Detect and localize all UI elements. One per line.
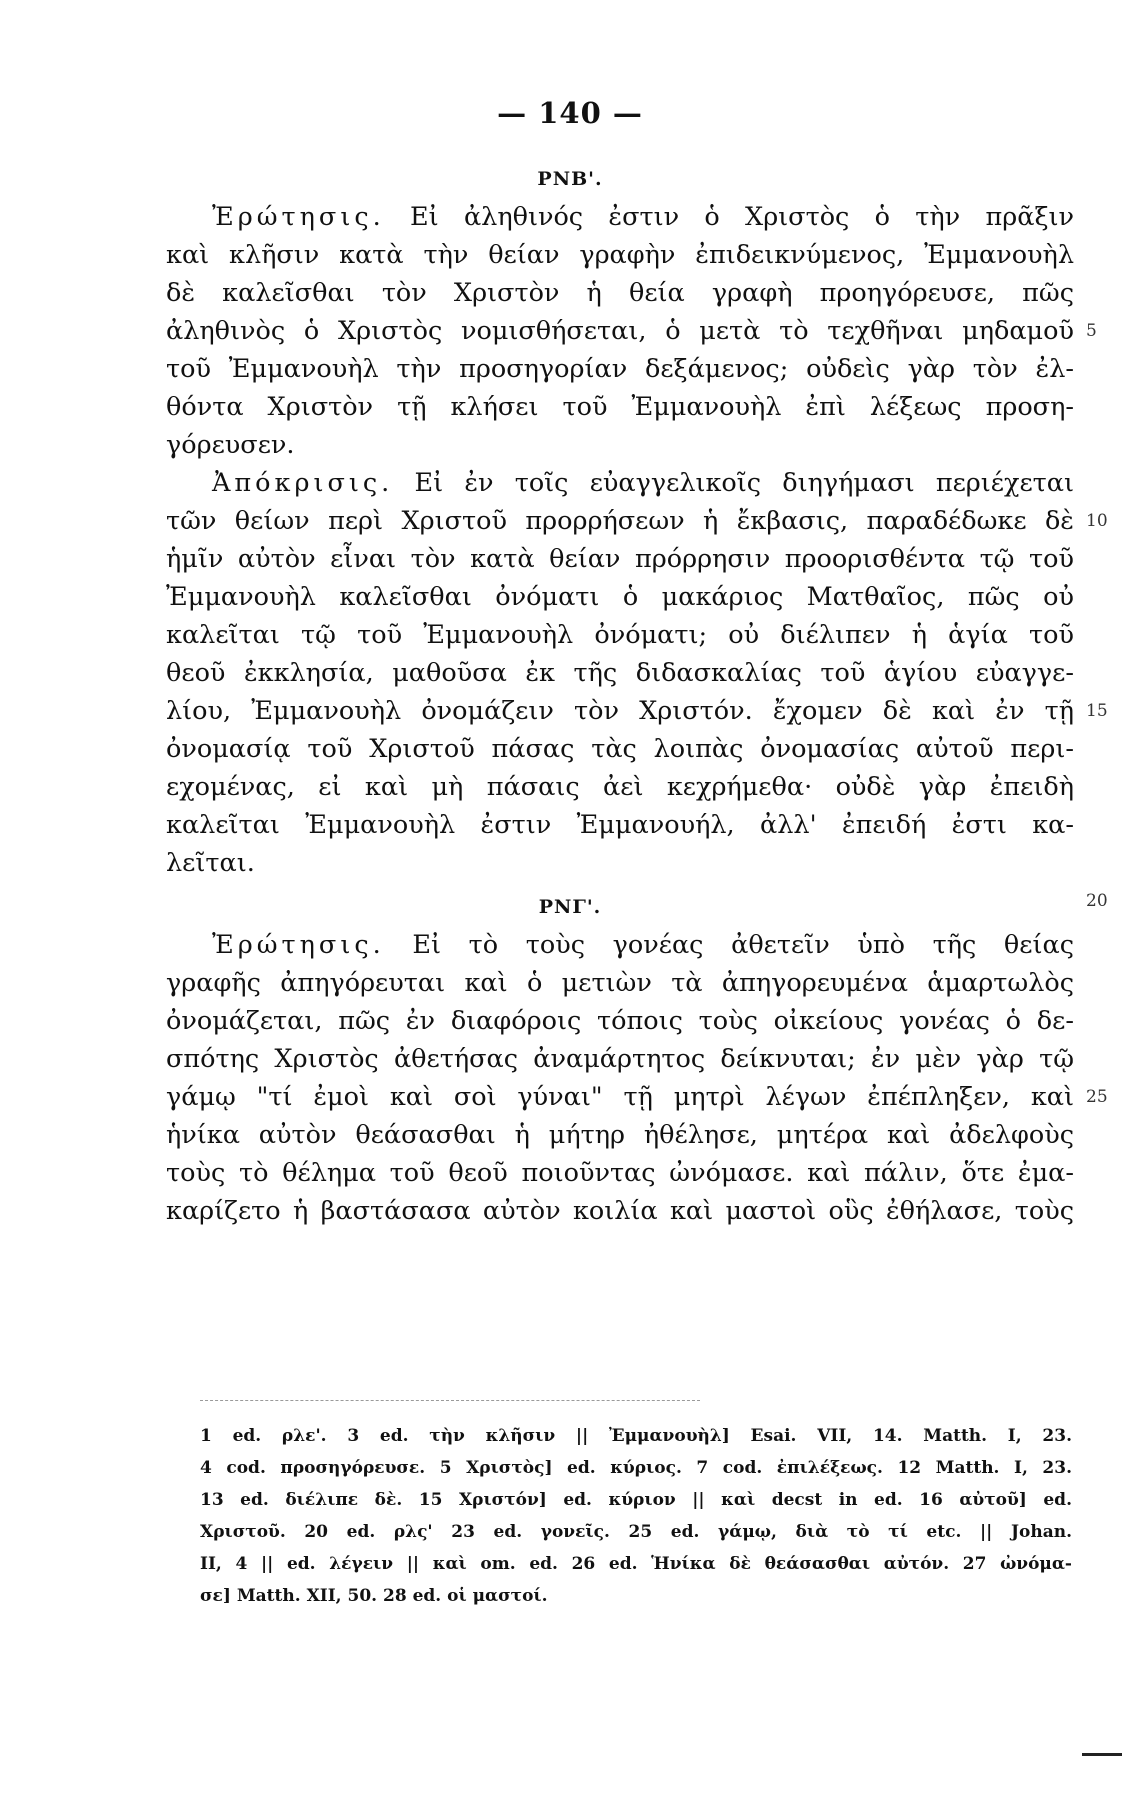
- text-line: γάμῳ "τί ἐμοὶ καὶ σοὶ γύναι" τῇ μητρὶ λέγων ἐπέπληξεν, καὶ: [166, 1082, 1074, 1112]
- paragraph-label: Ἀπόκρισις.: [212, 468, 394, 498]
- line-number: 15: [1086, 701, 1108, 721]
- text-line: Ἐμμανουὴλ καλεῖσθαι ὀνόματι ὁ μακάριος Ματθαῖος, πῶς οὐ: [166, 582, 1074, 612]
- text-line: ἀληθινὸς ὁ Χριστὸς νομισθήσεται, ὁ μετὰ τὸ τεχθῆναι μηδαμοῦ: [166, 316, 1074, 346]
- text-line: γόρευσεν.: [166, 430, 295, 460]
- text-line: τοῦ Ἐμμανουὴλ τὴν προσηγορίαν δεξάμενος; οὐδεὶς γὰρ τὸν ἐλ-: [166, 354, 1074, 384]
- line-number: 10: [1086, 511, 1108, 531]
- line-number: 25: [1086, 1087, 1108, 1107]
- footnote-line: 1 ed. ρλε'. 3 ed. τὴν κλῆσιν || Ἐμμανουὴλ] Esai. VII, 14. Matth. I, 23.: [200, 1426, 1072, 1446]
- text-run: Εἰ τὸ τοὺς γονέας ἀθετεῖν ὑπὸ τῆς θείας: [384, 930, 1074, 960]
- text-line: δὲ καλεῖσθαι τὸν Χριστὸν ἡ θεία γραφὴ προηγόρευσε, πῶς: [166, 278, 1074, 308]
- paragraph-label: Ἐρώτησις.: [212, 930, 385, 960]
- text-line: καὶ κλῆσιν κατὰ τὴν θείαν γραφὴν ἐπιδεικνύμενος, Ἐμμανουὴλ: [166, 240, 1074, 270]
- text-line: καλεῖται Ἐμμανουὴλ ἐστιν Ἐμμανουήλ, ἀλλ' ἐπειδή ἐστι κα-: [166, 810, 1074, 840]
- line-number: 5: [1086, 321, 1097, 341]
- text-line: καλεῖται τῷ τοῦ Ἐμμανουὴλ ὀνόματι; οὐ διέλιπεν ἡ ἁγία τοῦ: [166, 620, 1074, 650]
- text-line: [166, 466, 1074, 500]
- text-line: εχομένας, εἰ καὶ μὴ πάσαις ἀεὶ κεχρήμεθα· οὐδὲ γὰρ ἐπειδὴ: [166, 772, 1074, 802]
- text-line: ἡμῖν αὐτὸν εἶναι τὸν κατὰ θείαν πρόρρησιν προορισθέντα τῷ τοῦ: [166, 544, 1074, 574]
- text-line: θεοῦ ἐκκλησία, μαθοῦσα ἐκ τῆς διδασκαλίας τοῦ ἁγίου εὐαγγε-: [166, 658, 1074, 688]
- text-line: σπότης Χριστὸς ἀθετήσας ἀναμάρτητος δείκνυται; ἐν μὲν γὰρ τῷ: [166, 1044, 1074, 1074]
- text-line: τῶν θείων περὶ Χριστοῦ προρρήσεων ἡ ἔκβασις, παραδέδωκε δὲ: [166, 506, 1074, 536]
- text-run: Εἰ ἐν τοῖς εὐαγγελικοῖς διηγήμασι περιέχεται: [393, 468, 1074, 498]
- paragraph-label: Ἐρώτησις.: [212, 202, 385, 232]
- page-number: — 140 —: [497, 96, 643, 130]
- footnote-line: 4 cod. προσηγόρευσε. 5 Χριστὸς] ed. κύριος. 7 cod. ἐπιλέξεως. 12 Matth. I, 23.: [200, 1458, 1072, 1478]
- text-line: λεῖται.: [166, 848, 255, 878]
- text-line: καρίζετο ἡ βαστάσασα αὐτὸν κοιλία καὶ μαστοὶ οὓς ἐθήλασε, τοὺς: [166, 1196, 1074, 1226]
- text-line: ὀνομασίᾳ τοῦ Χριστοῦ πάσας τὰς λοιπὰς ὀνομασίας αὐτοῦ περι-: [166, 734, 1074, 764]
- footnote-divider: [200, 1400, 700, 1401]
- footnote-line: II, 4 || ed. λέγειν || καὶ om. ed. 26 ed. Ἡνίκα δὲ θεάσασθαι αὐτόν. 27 ὠνόμα-: [200, 1554, 1072, 1574]
- margin-dash: [1082, 1753, 1122, 1756]
- footnote-line: 13 ed. διέλιπε δὲ. 15 Χριστόν] ed. κύριον || καὶ decst in ed. 16 αὐτοῦ] ed.: [200, 1490, 1072, 1510]
- footnote-line: Χριστοῦ. 20 ed. ρλς' 23 ed. γονεῖς. 25 ed. γάμῳ, διὰ τὸ τί etc. || Johan.: [200, 1522, 1072, 1542]
- text-line: γραφῆς ἀπηγόρευται καὶ ὁ μετιὼν τὰ ἀπηγορευμένα ἁμαρτωλὸς: [166, 968, 1074, 998]
- text-line: ὀνομάζεται, πῶς ἐν διαφόροις τόποις τοὺς οἰκείους γονέας ὁ δε-: [166, 1006, 1074, 1036]
- text-line: θόντα Χριστὸν τῇ κλήσει τοῦ Ἐμμανουὴλ ἐπὶ λέξεως προση-: [166, 392, 1074, 422]
- section-title: ΡΝΒ'.: [537, 168, 603, 190]
- text-line: [166, 200, 1074, 234]
- footnote-line: σε] Matth. XII, 50. 28 ed. οἱ μαστοί.: [200, 1586, 548, 1606]
- text-line: [166, 928, 1074, 962]
- text-line: ἡνίκα αὐτὸν θεάσασθαι ἡ μήτηρ ἠθέλησε, μητέρα καὶ ἀδελφοὺς: [166, 1120, 1074, 1150]
- line-number: 20: [1086, 891, 1108, 911]
- section-title: ΡΝΓ'.: [538, 896, 602, 918]
- text-line: λίου, Ἐμμανουὴλ ὀνομάζειν τὸν Χριστόν. ἔχομεν δὲ καὶ ἐν τῇ: [166, 696, 1074, 726]
- text-line: τοὺς τὸ θέλημα τοῦ θεοῦ ποιοῦντας ὠνόμασε. καὶ πάλιν, ὅτε ἐμα-: [166, 1158, 1074, 1188]
- text-run: Εἰ ἀληθινός ἐστιν ὁ Χριστὸς ὁ τὴν πρᾶξιν: [384, 202, 1074, 232]
